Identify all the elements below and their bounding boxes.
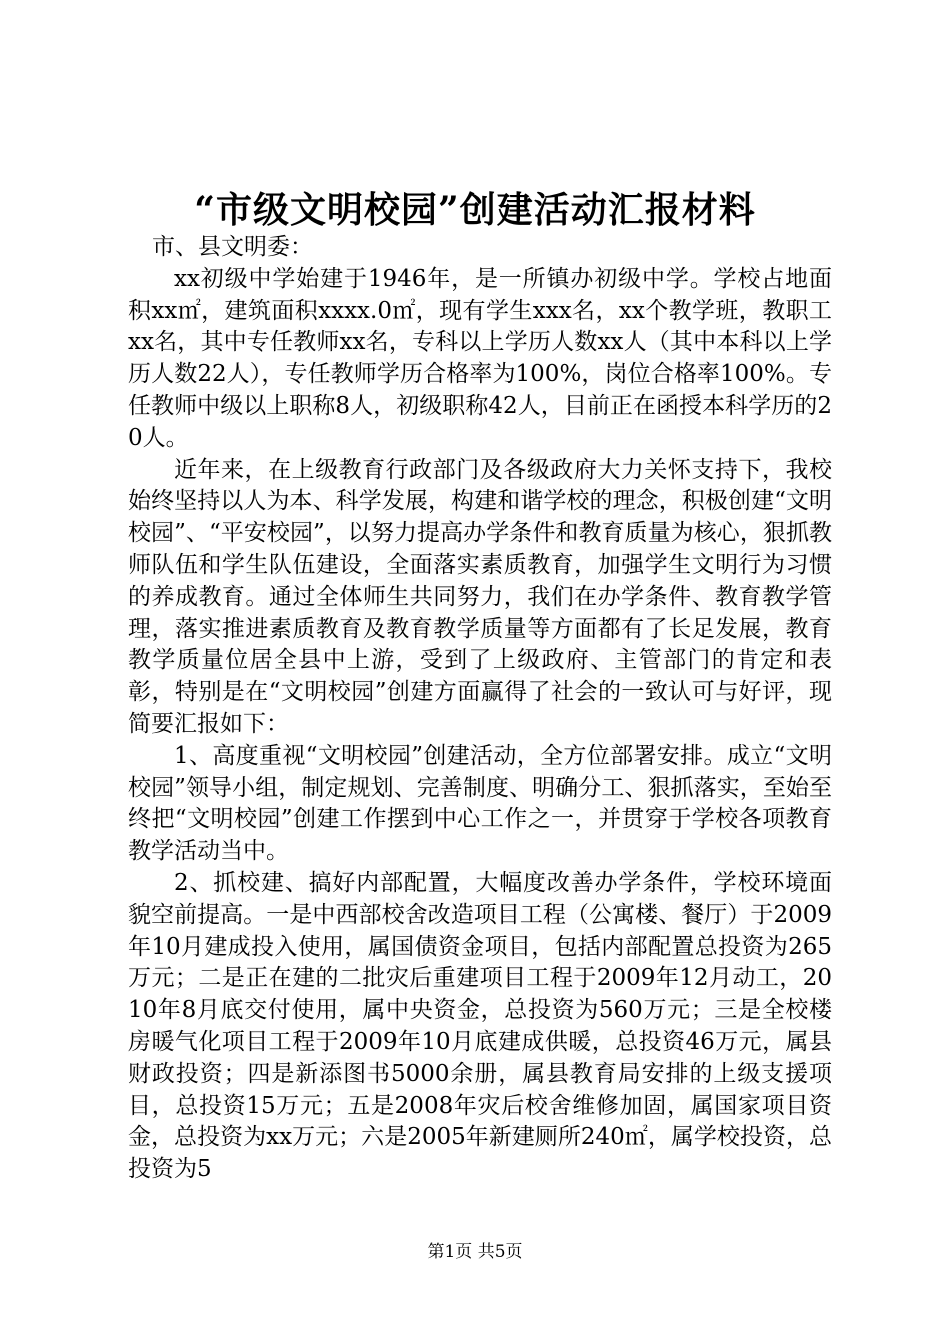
- paragraph-school-overview: xx初级中学始建于1946年，是一所镇办初级中学。学校占地面积xx㎡，建筑面积xxxx.0㎡，现有学生xxx名，xx个教学班，教职工xx名，其中专任教师xx名，专科以上学历人数xx人（其中本科以上学历人数22人），专任教师学历合格率为100%，岗位合格率100%。专任教师中级以上职称8人，初级职称42人，目前正在函授本科学历的20人。: [128, 265, 832, 451]
- page-number-footer: 第1页 共5页: [427, 1242, 523, 1262]
- paragraph-introduction: 近年来，在上级教育行政部门及各级政府大力关怀支持下，我校始终坚持以人为本、科学发展，构建和谐学校的理念，积极创建“文明校园”、“平安校园”，以努力提高办学条件和教育质量为核心，狠抓教师队伍和学生队伍建设，全面落实素质教育，加强学生文明行为习惯的养成教育。通过全体师生共同努力，我们在办学条件、教育教学管理，落实推进素质教育及教育教学质量等方面都有了长足发展，教育教学质量位居全县中上游，受到了上级政府、主管部门的肯定和表彰，特别是在“文明校园”创建方面赢得了社会的一致认可与好评，现简要汇报如下：: [128, 456, 832, 737]
- salutation: 市、县文明委：: [152, 234, 313, 260]
- document-body: [128, 232, 832, 1186]
- paragraph-item-1: 1、高度重视“文明校园”创建活动，全方位部署安排。成立“文明校园”领导小组，制定规划、完善制度、明确分工、狠抓落实，至始至终把“文明校园”创建工作摆到中心工作之一，并贯穿于学校各项教育教学活动当中。: [128, 742, 832, 865]
- document-title: “市级文明校园”创建活动汇报材料: [194, 189, 756, 231]
- paragraph-item-2: 2、抓校建、搞好内部配置，大幅度改善办学条件，学校环境面貌空前提高。一是中西部校舍改造项目工程（公寓楼、餐厅）于2009年10月建成投入使用，属国债资金项目，包括内部配置总投资为265万元；二是正在建的二批灾后重建项目工程于2009年12月动工，2010年8月底交付使用，属中央资金，总投资为560万元；三是全校楼房暖气化项目工程于2009年10月底建成供暖，总投资46万元，属县财政投资；四是新添图书5000余册，属县教育局安排的上级支援项目，总投资15万元；五是2008年灾后校舍维修加固，属国家项目资金，总投资为xx万元；六是2005年新建厕所240㎡，属学校投资，总投资为5: [128, 869, 832, 1183]
